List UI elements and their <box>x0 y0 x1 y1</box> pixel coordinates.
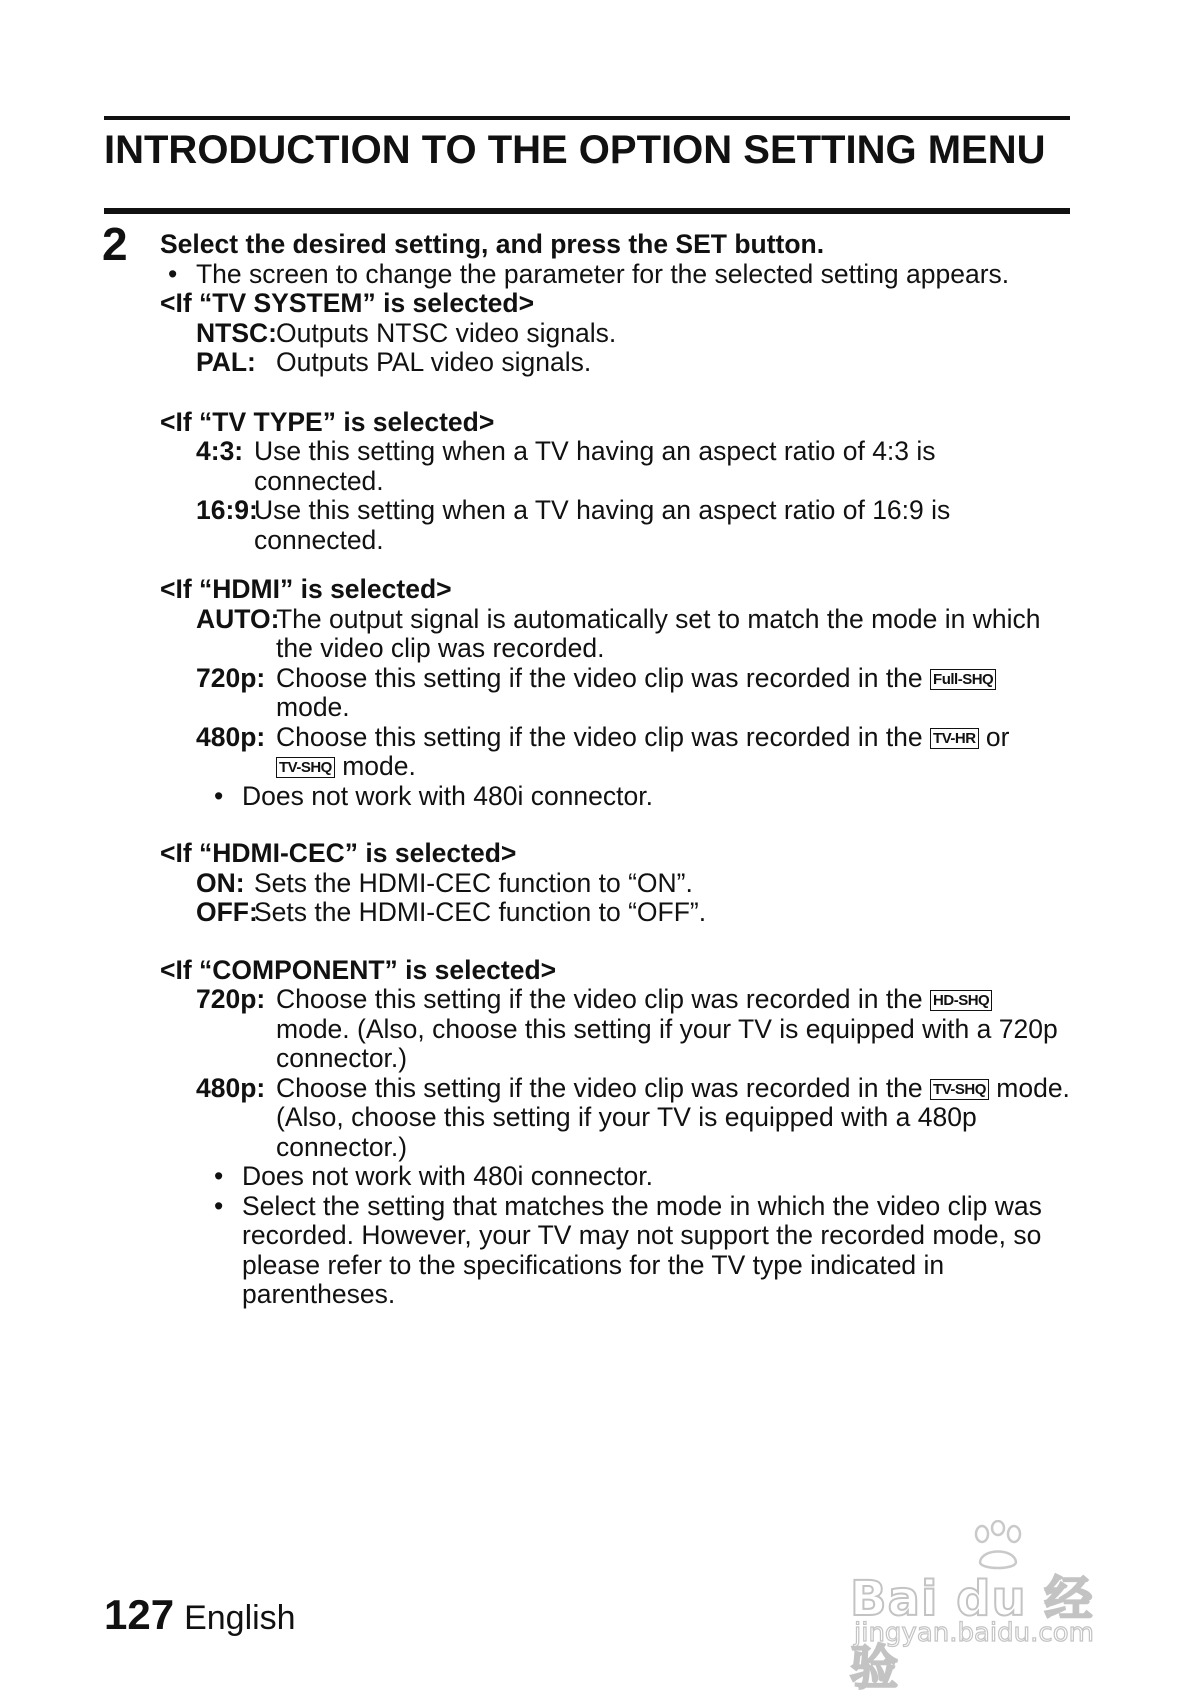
option-720p <box>160 985 1070 1074</box>
tv-hr-mode-icon: TV-HR <box>930 728 979 749</box>
page-number: 127 <box>104 1591 175 1638</box>
option-off <box>160 898 1070 928</box>
title-top-rule <box>104 116 1070 120</box>
option-480p <box>160 1074 1070 1163</box>
option-desc: Choose this setting if the video clip was recorded in the Full-SHQ mode. <box>160 664 1070 723</box>
bullet-icon: • <box>168 258 178 289</box>
option-key: 720p: <box>196 984 266 1014</box>
tv-shq-mode-icon: TV-SHQ <box>276 757 335 778</box>
bullet-icon: • <box>214 780 224 811</box>
bullet-icon: • <box>214 1161 224 1191</box>
option-ntsc <box>160 319 1070 349</box>
component-note: • Select the setting that matches the mode in which the video clip was recorded. However, your TV may not support the recorded mode, so please refer to the specifications for the TV type indicated in parentheses. <box>214 1190 1042 1309</box>
section-heading-component: <If “COMPONENT” is selected> <box>160 954 557 985</box>
option-desc: Use this setting when a TV having an aspect ratio of 4:3 is connected. <box>254 436 936 496</box>
section-heading-hdmi: <If “HDMI” is selected> <box>160 574 452 604</box>
page-title: INTRODUCTION TO THE OPTION SETTING MENU <box>104 128 1046 172</box>
section-heading-tv-type: <If “TV TYPE” is selected> <box>160 406 495 437</box>
hdmi-note: • Does not work with 480i connector. <box>214 780 653 811</box>
option-desc: Sets the HDMI-CEC function to “OFF”. <box>254 897 707 927</box>
option-key: 480p: <box>196 721 266 752</box>
baidu-watermark <box>850 1520 1140 1696</box>
page-footer <box>104 1590 296 1650</box>
watermark-brand: Bai du 经验 <box>850 1571 1094 1696</box>
option-on <box>160 869 1070 899</box>
bullet-icon: • <box>214 1190 224 1221</box>
hd-shq-mode-icon: HD-SHQ <box>930 990 992 1011</box>
full-shq-mode-icon: Full-SHQ <box>930 669 996 690</box>
option-key: OFF: <box>196 897 258 927</box>
option-desc: Use this setting when a TV having an aspect ratio of 16:9 is connected. <box>254 495 951 555</box>
option-desc: The output signal is automatically set to match the mode in which the video clip was recorded. <box>276 603 1041 663</box>
option-4-3 <box>160 437 1070 496</box>
option-pal <box>160 348 1070 378</box>
option-auto <box>160 605 1070 664</box>
step-instruction: Select the desired setting, and press the SET button. <box>160 229 825 259</box>
watermark-url: jingyan.baidu.com <box>854 1618 1094 1648</box>
option-key: AUTO: <box>196 603 280 634</box>
step-note: • The screen to change the parameter for the selected setting appears. <box>168 258 1010 289</box>
option-16-9 <box>160 496 1070 555</box>
option-desc: Choose this setting if the video clip was recorded in the TV-HR or TV-SHQ mode. <box>276 721 1010 781</box>
tv-shq-mode-icon: TV-SHQ <box>930 1079 989 1100</box>
option-720p <box>160 664 1070 723</box>
title-bottom-rule <box>104 208 1070 214</box>
option-desc: Choose this setting if the video clip was recorded in the TV-SHQ mode. (Also, choose this setting if your TV is equipped with a 480p connector.) <box>276 1072 1070 1162</box>
option-desc: Choose this setting if the video clip was recorded in the HD-SHQ mode. (Also, choose this setting if your TV is equipped with a 720p connector.) <box>276 984 1058 1073</box>
option-desc: Outputs PAL video signals. <box>276 347 592 377</box>
option-desc: Outputs NTSC video signals. <box>276 317 617 348</box>
section-heading-hdmi-cec: <If “HDMI-CEC” is selected> <box>160 838 517 868</box>
option-key: NTSC: <box>196 317 277 348</box>
option-key: 480p: <box>196 1072 266 1103</box>
section-heading-tv-system: <If “TV SYSTEM” is selected> <box>160 288 535 318</box>
step-number: 2 <box>102 218 128 270</box>
option-desc: Sets the HDMI-CEC function to “ON”. <box>254 867 693 898</box>
option-key: 720p: <box>196 662 266 693</box>
option-480p <box>160 723 1070 782</box>
step-content <box>160 230 1070 1310</box>
component-note: • Does not work with 480i connector. <box>214 1161 653 1191</box>
option-key: 4:3: <box>196 436 244 466</box>
option-key: ON: <box>196 867 245 898</box>
option-key: PAL: <box>196 347 256 377</box>
language-label: English <box>184 1599 296 1637</box>
option-key: 16:9: <box>196 495 258 525</box>
